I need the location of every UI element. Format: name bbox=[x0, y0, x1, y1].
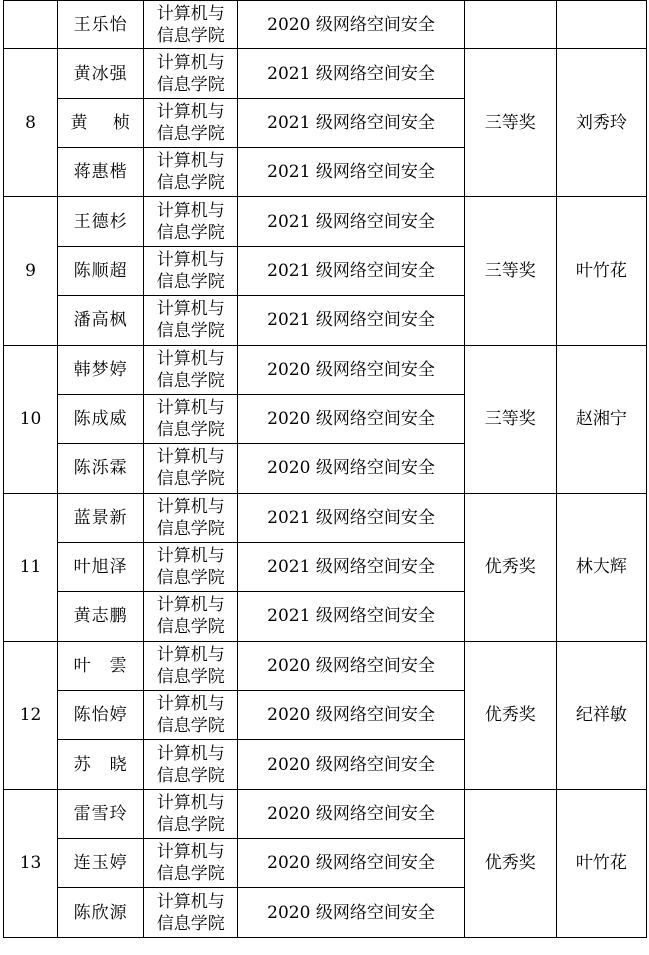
college-line-2: 信息学院 bbox=[156, 420, 225, 441]
teacher-cell: 纪祥敏 bbox=[556, 641, 646, 789]
college-cell bbox=[144, 296, 238, 345]
college-line-1: 计算机与 bbox=[156, 101, 225, 122]
student-name: 王乐怡 bbox=[58, 1, 144, 49]
college-cell bbox=[144, 839, 238, 888]
college-cell bbox=[144, 493, 238, 542]
college-line-2: 信息学院 bbox=[156, 74, 225, 95]
major-cell: 2020 级网络空间安全 bbox=[238, 691, 464, 740]
college-line-2: 信息学院 bbox=[156, 765, 225, 786]
college-cell bbox=[144, 197, 238, 246]
major-cell: 2021 级网络空间安全 bbox=[238, 542, 464, 591]
college-line-2: 信息学院 bbox=[156, 271, 225, 292]
student-name: 雷雪玲 bbox=[58, 789, 144, 838]
college-line-2: 信息学院 bbox=[156, 123, 225, 144]
major-cell: 2020 级网络空间安全 bbox=[238, 641, 464, 690]
major-cell: 2020 级网络空间安全 bbox=[238, 888, 464, 938]
table-row bbox=[4, 345, 647, 394]
major-cell: 2021 级网络空间安全 bbox=[238, 592, 464, 641]
college-cell bbox=[144, 246, 238, 295]
college-cell bbox=[144, 444, 238, 493]
college-cell bbox=[144, 592, 238, 641]
table-row bbox=[4, 641, 647, 690]
major-cell: 2021 级网络空间安全 bbox=[238, 197, 464, 246]
student-name: 苏 晓 bbox=[58, 740, 144, 789]
major-cell: 2020 级网络空间安全 bbox=[238, 345, 464, 394]
student-name: 蒋惠楷 bbox=[58, 148, 144, 197]
college-line-2: 信息学院 bbox=[156, 814, 225, 835]
college-cell bbox=[144, 542, 238, 591]
major-cell: 2021 级网络空间安全 bbox=[238, 98, 464, 147]
student-name: 陈怡婷 bbox=[58, 691, 144, 740]
college-cell bbox=[144, 789, 238, 838]
college-line-1: 计算机与 bbox=[156, 842, 225, 863]
college-line-1: 计算机与 bbox=[156, 546, 225, 567]
major-cell: 2020 级网络空间安全 bbox=[238, 839, 464, 888]
college-cell bbox=[144, 641, 238, 690]
major-cell: 2021 级网络空间安全 bbox=[238, 148, 464, 197]
student-name: 陈顺超 bbox=[58, 246, 144, 295]
award-cell: 三等奖 bbox=[464, 345, 556, 493]
college-cell bbox=[144, 49, 238, 98]
college-line-2: 信息学院 bbox=[156, 173, 225, 194]
group-number-cell: 12 bbox=[4, 641, 58, 789]
award-table bbox=[3, 0, 647, 938]
college-line-1: 计算机与 bbox=[156, 743, 225, 764]
table-row bbox=[4, 789, 647, 838]
major-cell: 2020 级网络空间安全 bbox=[238, 740, 464, 789]
college-line-1: 计算机与 bbox=[156, 792, 225, 813]
award-cell bbox=[464, 1, 556, 49]
major-cell: 2021 级网络空间安全 bbox=[238, 296, 464, 345]
student-name: 叶旭泽 bbox=[58, 542, 144, 591]
student-name: 韩梦婷 bbox=[58, 345, 144, 394]
group-number-cell: 11 bbox=[4, 493, 58, 641]
college-cell bbox=[144, 345, 238, 394]
major-cell: 2021 级网络空间安全 bbox=[238, 493, 464, 542]
teacher-cell: 叶竹花 bbox=[556, 789, 646, 937]
college-line-2: 信息学院 bbox=[156, 666, 225, 687]
college-line-1: 计算机与 bbox=[156, 348, 225, 369]
college-line-1: 计算机与 bbox=[156, 447, 225, 468]
college-line-2: 信息学院 bbox=[156, 25, 225, 46]
award-cell: 优秀奖 bbox=[464, 641, 556, 789]
award-cell: 三等奖 bbox=[464, 49, 556, 197]
college-line-1: 计算机与 bbox=[156, 694, 225, 715]
college-line-1: 计算机与 bbox=[156, 299, 225, 320]
group-number-cell: 9 bbox=[4, 197, 58, 345]
student-name: 黄冰强 bbox=[58, 49, 144, 98]
college-line-1: 计算机与 bbox=[156, 200, 225, 221]
major-cell: 2020 级网络空间安全 bbox=[238, 444, 464, 493]
college-line-2: 信息学院 bbox=[156, 568, 225, 589]
major-cell: 2021 级网络空间安全 bbox=[238, 246, 464, 295]
table-row bbox=[4, 197, 647, 246]
college-cell bbox=[144, 888, 238, 938]
college-line-1: 计算机与 bbox=[156, 249, 225, 270]
college-line-2: 信息学院 bbox=[156, 864, 225, 885]
college-line-1: 计算机与 bbox=[156, 398, 225, 419]
group-number-cell bbox=[4, 1, 58, 49]
student-name: 陈欣源 bbox=[58, 888, 144, 938]
college-cell bbox=[144, 691, 238, 740]
student-name: 黄 桢 bbox=[58, 98, 144, 147]
group-number-cell: 10 bbox=[4, 345, 58, 493]
award-cell: 三等奖 bbox=[464, 197, 556, 345]
college-line-2: 信息学院 bbox=[156, 617, 225, 638]
teacher-cell bbox=[556, 1, 646, 49]
college-cell bbox=[144, 1, 238, 49]
college-line-2: 信息学院 bbox=[156, 716, 225, 737]
college-line-1: 计算机与 bbox=[156, 151, 225, 172]
student-name: 连玉婷 bbox=[58, 839, 144, 888]
award-cell: 优秀奖 bbox=[464, 493, 556, 641]
major-cell: 2021 级网络空间安全 bbox=[238, 49, 464, 98]
college-line-2: 信息学院 bbox=[156, 321, 225, 342]
college-cell bbox=[144, 98, 238, 147]
teacher-cell: 叶竹花 bbox=[556, 197, 646, 345]
college-line-1: 计算机与 bbox=[156, 52, 225, 73]
major-cell: 2020 级网络空间安全 bbox=[238, 789, 464, 838]
student-name: 叶 雲 bbox=[58, 641, 144, 690]
group-number-cell: 13 bbox=[4, 789, 58, 937]
student-name: 潘高枫 bbox=[58, 296, 144, 345]
table-row bbox=[4, 1, 647, 49]
student-name: 黄志鹏 bbox=[58, 592, 144, 641]
group-number-cell: 8 bbox=[4, 49, 58, 197]
student-name: 蓝景新 bbox=[58, 493, 144, 542]
college-line-2: 信息学院 bbox=[156, 469, 225, 490]
college-cell bbox=[144, 148, 238, 197]
college-line-2: 信息学院 bbox=[156, 370, 225, 391]
teacher-cell: 赵湘宁 bbox=[556, 345, 646, 493]
table-row bbox=[4, 49, 647, 98]
teacher-cell: 林大辉 bbox=[556, 493, 646, 641]
teacher-cell: 刘秀玲 bbox=[556, 49, 646, 197]
college-line-2: 信息学院 bbox=[156, 913, 225, 934]
student-name: 王德杉 bbox=[58, 197, 144, 246]
student-name: 陈泺霖 bbox=[58, 444, 144, 493]
college-line-2: 信息学院 bbox=[156, 518, 225, 539]
table-row bbox=[4, 493, 647, 542]
college-line-1: 计算机与 bbox=[156, 3, 225, 24]
college-line-1: 计算机与 bbox=[156, 496, 225, 517]
college-line-1: 计算机与 bbox=[156, 891, 225, 912]
major-cell: 2020 级网络空间安全 bbox=[238, 394, 464, 443]
college-line-1: 计算机与 bbox=[156, 595, 225, 616]
college-cell bbox=[144, 740, 238, 789]
college-line-1: 计算机与 bbox=[156, 644, 225, 665]
college-cell bbox=[144, 394, 238, 443]
award-cell: 优秀奖 bbox=[464, 789, 556, 937]
college-line-2: 信息学院 bbox=[156, 222, 225, 243]
major-cell: 2020 级网络空间安全 bbox=[238, 1, 464, 49]
student-name: 陈成威 bbox=[58, 394, 144, 443]
